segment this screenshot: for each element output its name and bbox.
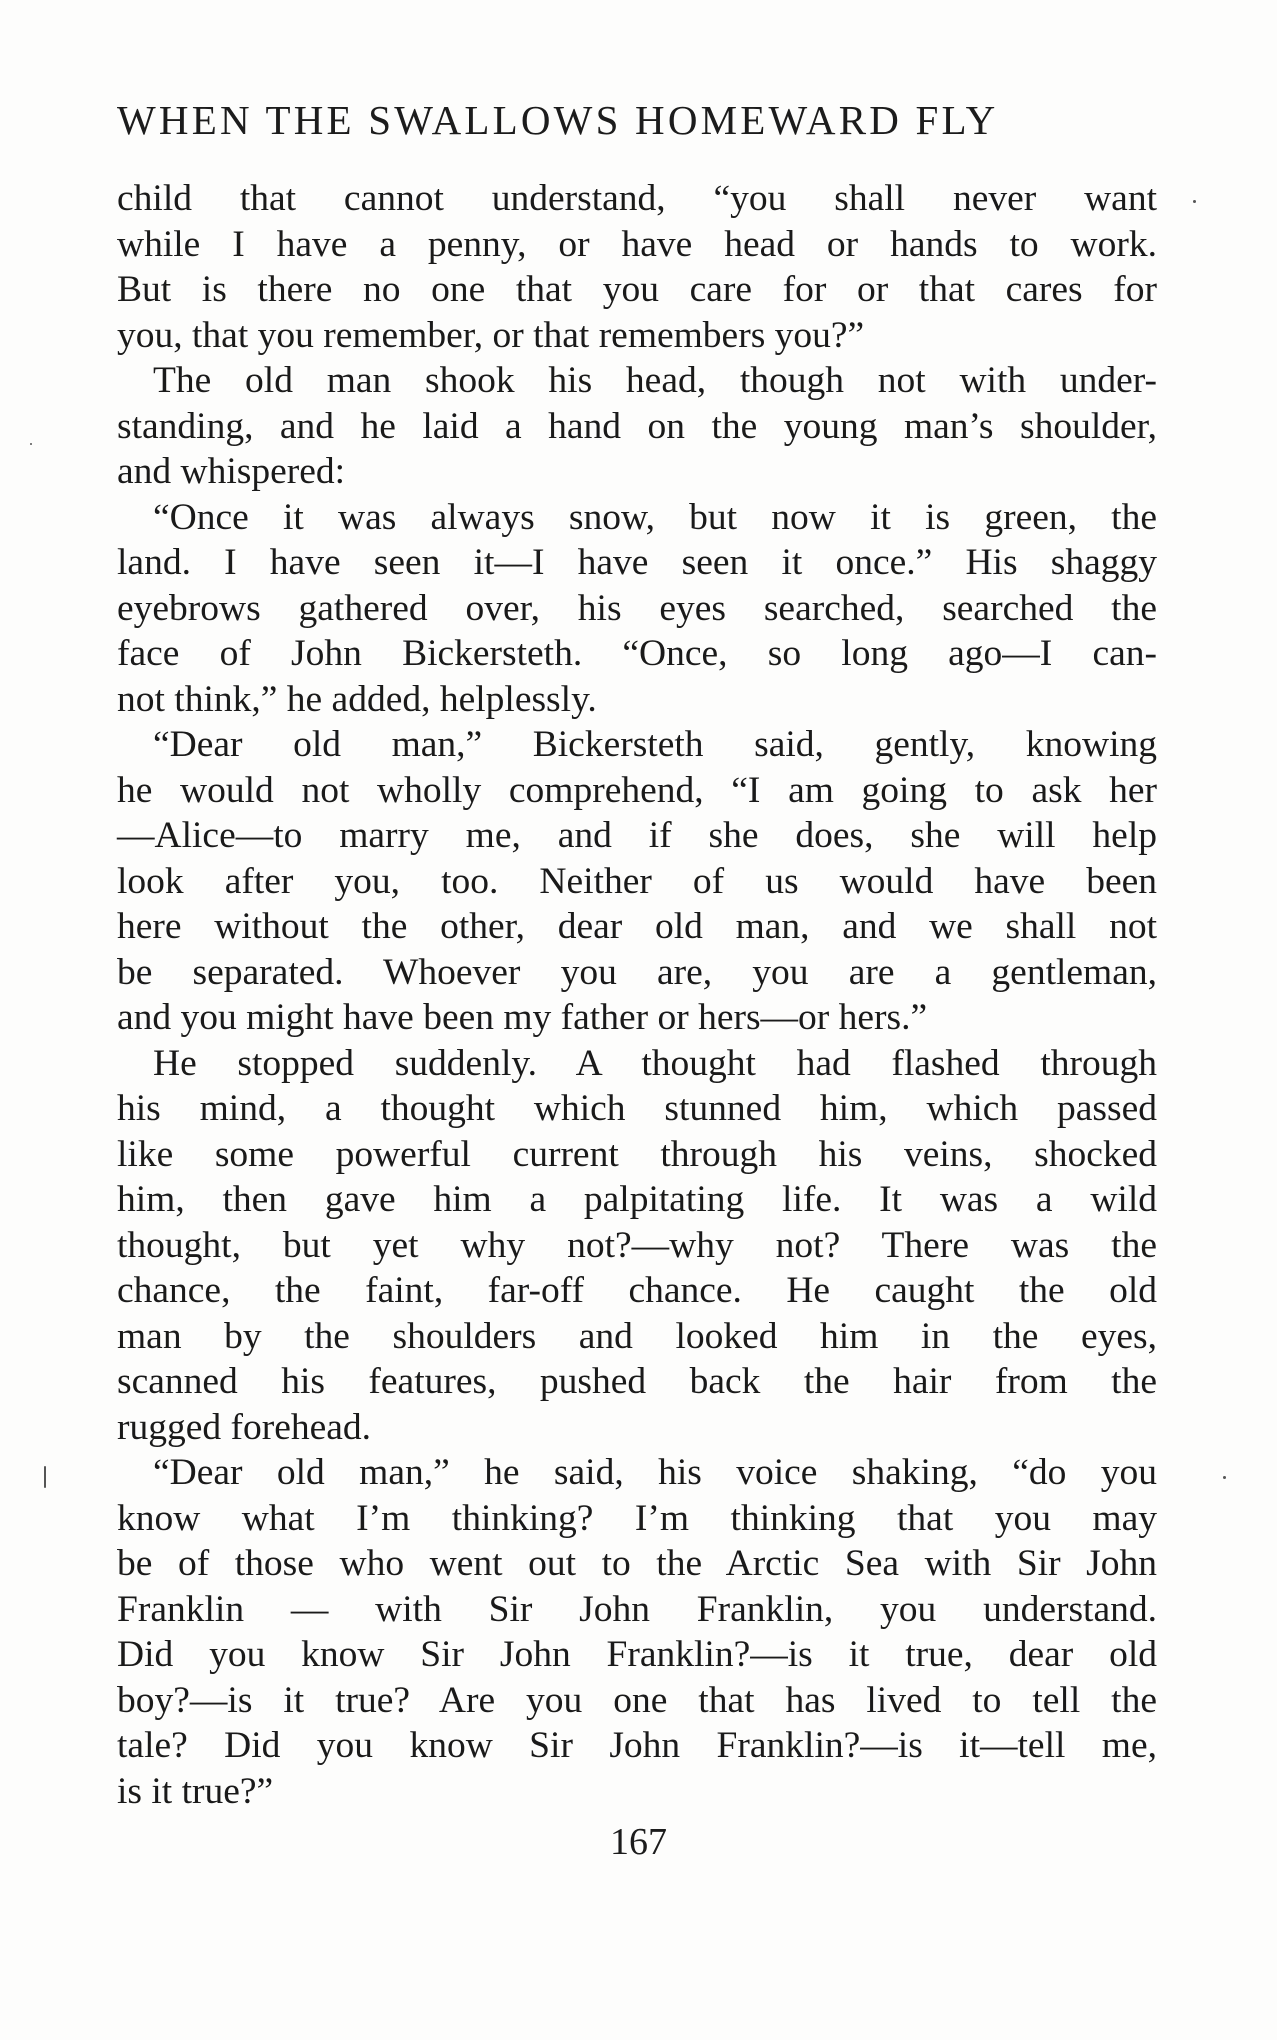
text-line: scanned his features, pushed back the hair from the (117, 1361, 1157, 1402)
text-line: “Dear old man,” he said, his voice shaking, “do you (153, 1452, 1157, 1493)
text-line: and you might have been my father or hers—or hers.” (117, 997, 928, 1038)
text-line: Did you know Sir John Franklin?—is it true, dear old (117, 1634, 1157, 1675)
text-line: standing, and he laid a hand on the young man’s shoulder, (117, 405, 1157, 447)
text-line: boy?—is it true? Are you one that has lived to tell the (117, 1679, 1157, 1721)
text-line: man by the shoulders and looked him in the eyes, (117, 1315, 1157, 1357)
text-line: be of those who went out to the Arctic Sea with Sir John (117, 1543, 1157, 1584)
text-line: thought, but yet why not?—why not? There was the (117, 1224, 1157, 1266)
scan-speck (44, 1466, 46, 1488)
text-line: know what I’m thinking? I’m thinking that you may (117, 1497, 1157, 1539)
text-line: Franklin — with Sir John Franklin, you understand. (117, 1588, 1157, 1630)
text-line: child that cannot understand, “you shall never want (117, 178, 1157, 219)
text-line: not think,” he added, helplessly. (117, 678, 597, 720)
text-line: chance, the faint, far-off chance. He caught the old (117, 1270, 1157, 1311)
page-number: 167 (610, 1821, 667, 1863)
text-line: —Alice—to marry me, and if she does, she will help (117, 815, 1157, 856)
text-line: here without the other, dear old man, and we shall not (117, 906, 1157, 947)
text-line: he would not wholly comprehend, “I am going to ask her (117, 769, 1157, 811)
text-line: while I have a penny, or have head or hands to work. (117, 223, 1157, 265)
text-line: is it true?” (117, 1770, 274, 1812)
body-text (117, 176, 1157, 1814)
text-line: land. I have seen it—I have seen it once.” His shaggy (117, 542, 1157, 583)
text-line: The old man shook his head, though not with under- (153, 360, 1157, 401)
text-line: “Once it was always snow, but now it is green, the (153, 496, 1157, 538)
text-line: and whispered: (117, 451, 346, 492)
text-line: rugged forehead. (117, 1406, 372, 1448)
text-line: his mind, a thought which stunned him, which passed (117, 1088, 1157, 1129)
text-line: look after you, too. Neither of us would have been (117, 860, 1157, 902)
text-line: But is there no one that you care for or that cares for (117, 269, 1157, 310)
text-line: tale? Did you know Sir John Franklin?—is it—tell me, (117, 1725, 1157, 1766)
text-line: “Dear old man,” Bickersteth said, gently, knowing (153, 724, 1157, 765)
text-line: be separated. Whoever you are, you are a gentleman, (117, 951, 1157, 993)
text-line: like some powerful current through his veins, shocked (117, 1133, 1157, 1175)
text-line: face of John Bickersteth. “Once, so long ago—I can- (117, 633, 1157, 674)
text-line: you, that you remember, or that remembers you?” (117, 314, 865, 356)
text-line: him, then gave him a palpitating life. It was a wild (117, 1179, 1157, 1220)
running-head: WHEN THE SWALLOWS HOMEWARD FLY (117, 97, 999, 143)
text-line: He stopped suddenly. A thought had flashed through (153, 1042, 1157, 1084)
scan-speck (1193, 200, 1196, 203)
scan-speck (30, 443, 32, 445)
scan-speck (1223, 1476, 1226, 1479)
text-line: eyebrows gathered over, his eyes searched, searched the (117, 587, 1157, 629)
